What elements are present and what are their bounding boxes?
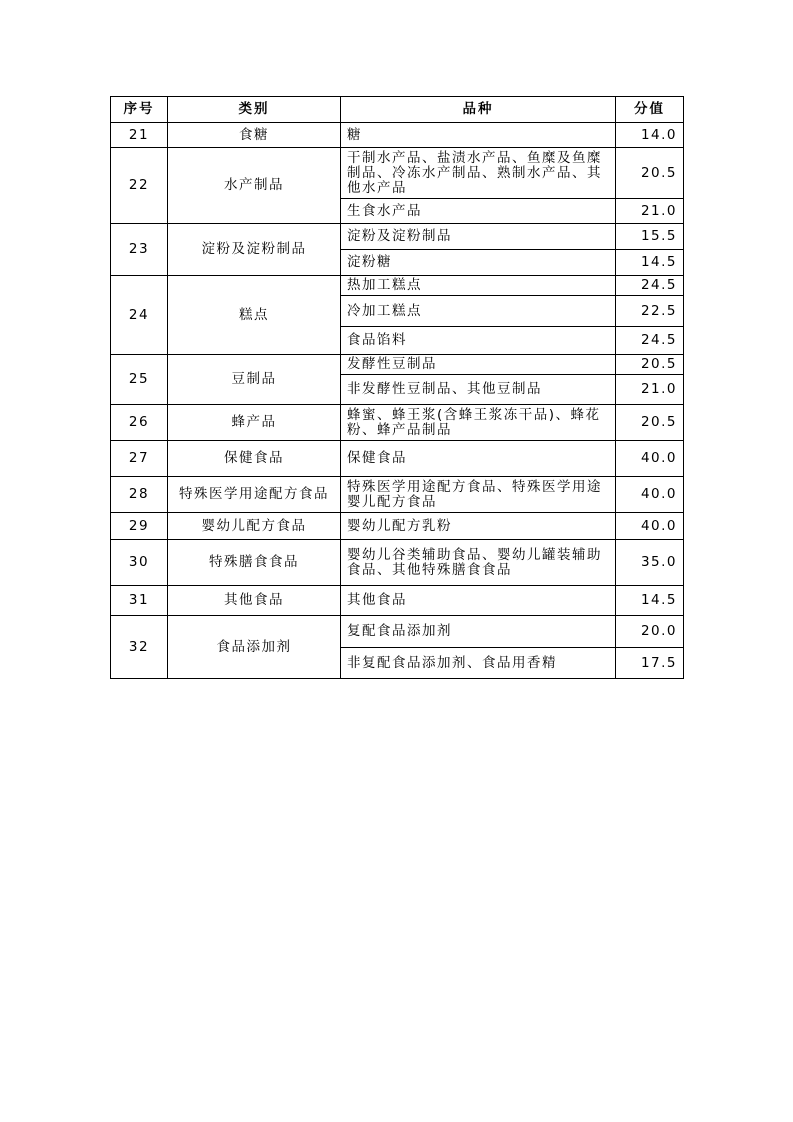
- row-no: 32: [111, 616, 168, 679]
- row-variety: 复配食品添加剂: [341, 616, 616, 648]
- table-row: [111, 148, 684, 199]
- row-category: 豆制品: [168, 355, 341, 405]
- row-variety: 热加工糕点: [341, 276, 616, 296]
- row-category: 其他食品: [168, 586, 341, 616]
- row-no: 30: [111, 540, 168, 586]
- table-row: [111, 355, 684, 375]
- row-category: 食品添加剂: [168, 616, 341, 679]
- header-row: [111, 97, 684, 123]
- row-category: 食糖: [168, 123, 341, 148]
- row-variety: 淀粉糖: [341, 250, 616, 276]
- row-variety: 非复配食品添加剂、食品用香精: [341, 648, 616, 679]
- header-score: 分值: [616, 97, 684, 123]
- row-variety: 生食水产品: [341, 199, 616, 224]
- row-category: 淀粉及淀粉制品: [168, 224, 341, 276]
- row-score: 14.0: [616, 123, 684, 148]
- table-row: [111, 586, 684, 616]
- table-row: [111, 224, 684, 250]
- row-score: 14.5: [616, 586, 684, 616]
- table-row: [111, 441, 684, 477]
- row-category: 蜂产品: [168, 405, 341, 441]
- table-row: [111, 540, 684, 586]
- row-no: 21: [111, 123, 168, 148]
- row-no: 26: [111, 405, 168, 441]
- row-no: 25: [111, 355, 168, 405]
- header-category: 类别: [168, 97, 341, 123]
- row-score: 15.5: [616, 224, 684, 250]
- table-row: [111, 123, 684, 148]
- row-variety: 非发酵性豆制品、其他豆制品: [341, 375, 616, 405]
- table-row: [111, 276, 684, 296]
- row-variety: 淀粉及淀粉制品: [341, 224, 616, 250]
- row-variety: 蜂蜜、蜂王浆(含蜂王浆冻干品)、蜂花粉、蜂产品制品: [341, 405, 616, 441]
- row-variety: 婴幼儿谷类辅助食品、婴幼儿罐装辅助食品、其他特殊膳食食品: [341, 540, 616, 586]
- header-variety: 品种: [341, 97, 616, 123]
- table-row: [111, 405, 684, 441]
- row-no: 31: [111, 586, 168, 616]
- row-category: 婴幼儿配方食品: [168, 513, 341, 540]
- row-variety: 发酵性豆制品: [341, 355, 616, 375]
- row-score: 20.0: [616, 616, 684, 648]
- row-score: 21.0: [616, 375, 684, 405]
- row-no: 29: [111, 513, 168, 540]
- row-variety: 特殊医学用途配方食品、特殊医学用途婴儿配方食品: [341, 477, 616, 513]
- row-score: 20.5: [616, 148, 684, 199]
- row-score: 17.5: [616, 648, 684, 679]
- row-no: 27: [111, 441, 168, 477]
- row-category: 特殊医学用途配方食品: [168, 477, 341, 513]
- row-variety: 糖: [341, 123, 616, 148]
- row-variety: 食品馅料: [341, 327, 616, 355]
- row-category: 保健食品: [168, 441, 341, 477]
- row-score: 20.5: [616, 405, 684, 441]
- row-variety: 其他食品: [341, 586, 616, 616]
- row-score: 40.0: [616, 513, 684, 540]
- row-variety: 冷加工糕点: [341, 296, 616, 327]
- row-category: 水产制品: [168, 148, 341, 224]
- score-table: [110, 96, 684, 679]
- table-row: [111, 513, 684, 540]
- row-variety: 保健食品: [341, 441, 616, 477]
- table-row: [111, 616, 684, 648]
- header-no: 序号: [111, 97, 168, 123]
- row-score: 40.0: [616, 477, 684, 513]
- row-score: 20.5: [616, 355, 684, 375]
- row-no: 23: [111, 224, 168, 276]
- row-variety: 婴幼儿配方乳粉: [341, 513, 616, 540]
- row-score: 21.0: [616, 199, 684, 224]
- row-score: 22.5: [616, 296, 684, 327]
- row-score: 35.0: [616, 540, 684, 586]
- row-no: 28: [111, 477, 168, 513]
- row-category: 特殊膳食食品: [168, 540, 341, 586]
- row-no: 22: [111, 148, 168, 224]
- table-row: [111, 477, 684, 513]
- row-score: 40.0: [616, 441, 684, 477]
- row-score: 24.5: [616, 276, 684, 296]
- row-variety: 干制水产品、盐渍水产品、鱼糜及鱼糜制品、冷冻水产制品、熟制水产品、其他水产品: [341, 148, 616, 199]
- row-no: 24: [111, 276, 168, 355]
- row-category: 糕点: [168, 276, 341, 355]
- row-score: 24.5: [616, 327, 684, 355]
- row-score: 14.5: [616, 250, 684, 276]
